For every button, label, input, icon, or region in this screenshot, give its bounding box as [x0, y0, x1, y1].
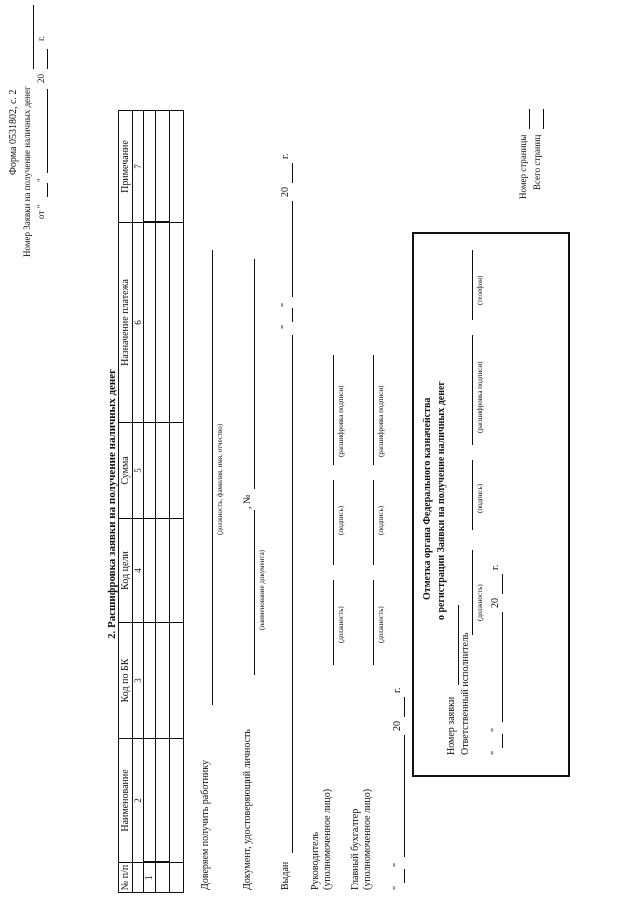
head-signature-line[interactable] — [333, 480, 334, 565]
executor-decrypt-line[interactable] — [472, 335, 473, 445]
date-year-suffix: г. — [392, 687, 403, 693]
date-month-line[interactable] — [404, 735, 405, 857]
header-year-suffix: г. — [36, 36, 46, 41]
document-name-line[interactable] — [254, 510, 255, 675]
col-index: 7 — [133, 111, 144, 223]
head-label-sub: (уполномоченное лицо) — [322, 788, 333, 890]
table-cell[interactable] — [144, 623, 156, 739]
table-cell[interactable] — [156, 223, 170, 423]
col-header-purpose-code: Код цели — [119, 519, 133, 623]
col-index: 5 — [133, 423, 144, 519]
executor-phone-caption: (телефон) — [476, 275, 484, 305]
document-caption: (наименование документа) — [258, 549, 266, 630]
executor-decrypt-caption: (расшифровка подписи) — [476, 361, 484, 433]
table-cell[interactable] — [170, 623, 184, 739]
table-cell[interactable] — [144, 223, 156, 423]
table-cell[interactable] — [170, 863, 184, 893]
request-number-line[interactable] — [33, 5, 34, 69]
date-day-line[interactable] — [404, 869, 405, 883]
executor-position-line[interactable] — [472, 550, 473, 635]
table-cell[interactable] — [156, 111, 170, 223]
table-cell[interactable] — [156, 739, 170, 863]
issued-year-prefix: 20 — [280, 187, 291, 197]
col-header-no: № п/п — [119, 863, 133, 893]
head-signature-caption: (подпись) — [337, 505, 345, 535]
trust-line[interactable] — [212, 250, 213, 705]
issued-label: Выдан — [280, 861, 291, 890]
section-title: 2. Расшифровка заявки на получение наличных денег — [106, 368, 118, 639]
table-cell[interactable] — [144, 111, 156, 223]
table-cell[interactable] — [144, 423, 156, 519]
total-pages-field[interactable] — [532, 109, 544, 129]
header-day-line[interactable] — [47, 183, 48, 197]
header-quote: " — [36, 178, 46, 182]
treasury-year-prefix: 20 — [490, 598, 501, 608]
issued-year-line[interactable] — [292, 163, 293, 183]
request-number-field-line[interactable] — [458, 605, 459, 685]
treasury-day-line[interactable] — [502, 734, 503, 748]
treasury-quote-open: " — [490, 750, 501, 755]
table-cell[interactable] — [170, 111, 184, 223]
header-year-prefix: 20 — [36, 74, 46, 83]
col-header-note: Примечание — [119, 111, 133, 223]
head-decrypt-caption: (расшифровка подписи) — [337, 385, 345, 457]
accountant-position-caption: (должность) — [377, 606, 385, 643]
col-header-bk-code: Код по БК — [119, 623, 133, 739]
table-cell[interactable] — [170, 223, 184, 423]
issued-by-line[interactable] — [292, 335, 293, 853]
treasury-year-line[interactable] — [502, 574, 503, 594]
issued-quote-close: " — [280, 302, 291, 307]
col-header-amount: Сумма — [119, 423, 133, 519]
col-index — [133, 863, 144, 893]
trust-caption: (должность, фамилия, имя, отчество) — [216, 423, 224, 535]
date-year-prefix: 20 — [392, 721, 403, 731]
treasury-registration-box — [412, 232, 570, 777]
head-position-line[interactable] — [333, 580, 334, 665]
table-cell[interactable]: 1 — [144, 863, 156, 893]
date-quote-close: " — [392, 862, 403, 867]
accountant-label: Главный бухгалтер — [350, 808, 361, 890]
accountant-position-line[interactable] — [373, 580, 374, 665]
document-number-sign: , № — [242, 494, 253, 509]
header-year-line[interactable] — [47, 49, 48, 69]
header-month-line[interactable] — [47, 89, 48, 173]
accountant-decrypt-caption: (расшифровка подписи) — [377, 385, 385, 457]
issued-day-line[interactable] — [292, 308, 293, 322]
request-number-field-label: Номер заявки — [446, 696, 457, 755]
table-cell[interactable] — [170, 739, 184, 863]
treasury-title-sub: о регистрации Заявки на получение наличных денег — [436, 381, 447, 620]
table-row — [144, 111, 156, 893]
executor-label: Ответственный исполнитель — [460, 632, 471, 755]
executor-signature-caption: (подпись) — [476, 483, 484, 513]
treasury-quote-close: " — [490, 727, 501, 732]
accountant-signature-line[interactable] — [373, 480, 374, 565]
date-year-line[interactable] — [404, 697, 405, 717]
treasury-title: Отметка органа Федерального казначейства — [422, 397, 433, 600]
col-index: 6 — [133, 223, 144, 423]
head-label: Руководитель — [310, 831, 321, 890]
document-label: Документ, удостоверяющий личность — [242, 729, 253, 890]
col-index: 2 — [133, 739, 144, 863]
total-pages-label: Всего страниц — [532, 134, 542, 190]
request-number-label: Номер Заявки на получение наличных денег — [22, 86, 32, 257]
col-index: 4 — [133, 519, 144, 623]
head-position-caption: (должность) — [337, 606, 345, 643]
trust-label: Доверяем получить работнику — [200, 760, 211, 890]
treasury-year-suffix: г. — [490, 564, 501, 570]
form-code: Форма 0531802, с. 2 — [8, 89, 19, 175]
table-cell[interactable] — [170, 423, 184, 519]
table-cell[interactable] — [156, 519, 170, 623]
head-decrypt-line[interactable] — [333, 355, 334, 465]
table-cell[interactable] — [144, 739, 156, 863]
table-cell[interactable] — [144, 519, 156, 623]
col-header-name: Наименование — [119, 739, 133, 863]
date-quote-open: " — [392, 885, 403, 890]
table-cell[interactable] — [156, 423, 170, 519]
page-number-field[interactable] — [518, 109, 530, 129]
table-row — [156, 111, 170, 893]
from-label: от " — [36, 204, 46, 219]
treasury-month-line[interactable] — [502, 612, 503, 722]
page-number-label: Номер страницы — [518, 134, 528, 199]
col-index: 3 — [133, 623, 144, 739]
issued-year-suffix: г. — [280, 153, 291, 159]
issued-quote-open: " — [280, 324, 291, 329]
accountant-decrypt-line[interactable] — [373, 355, 374, 465]
executor-position-caption: (должность) — [476, 584, 484, 621]
executor-signature-line[interactable] — [472, 460, 473, 530]
issued-month-line[interactable] — [292, 201, 293, 297]
col-header-payment-purpose: Назначение платежа — [119, 223, 133, 423]
executor-phone-line[interactable] — [472, 250, 473, 320]
accountant-signature-caption: (подпись) — [377, 505, 385, 535]
cash-breakdown-table — [118, 110, 184, 893]
table-cell[interactable] — [170, 519, 184, 623]
table-cell[interactable] — [156, 863, 170, 893]
table-cell[interactable] — [156, 623, 170, 739]
document-number-line[interactable] — [254, 259, 255, 489]
table-row — [170, 111, 184, 893]
accountant-label-sub: (уполномоченное лицо) — [362, 788, 373, 890]
